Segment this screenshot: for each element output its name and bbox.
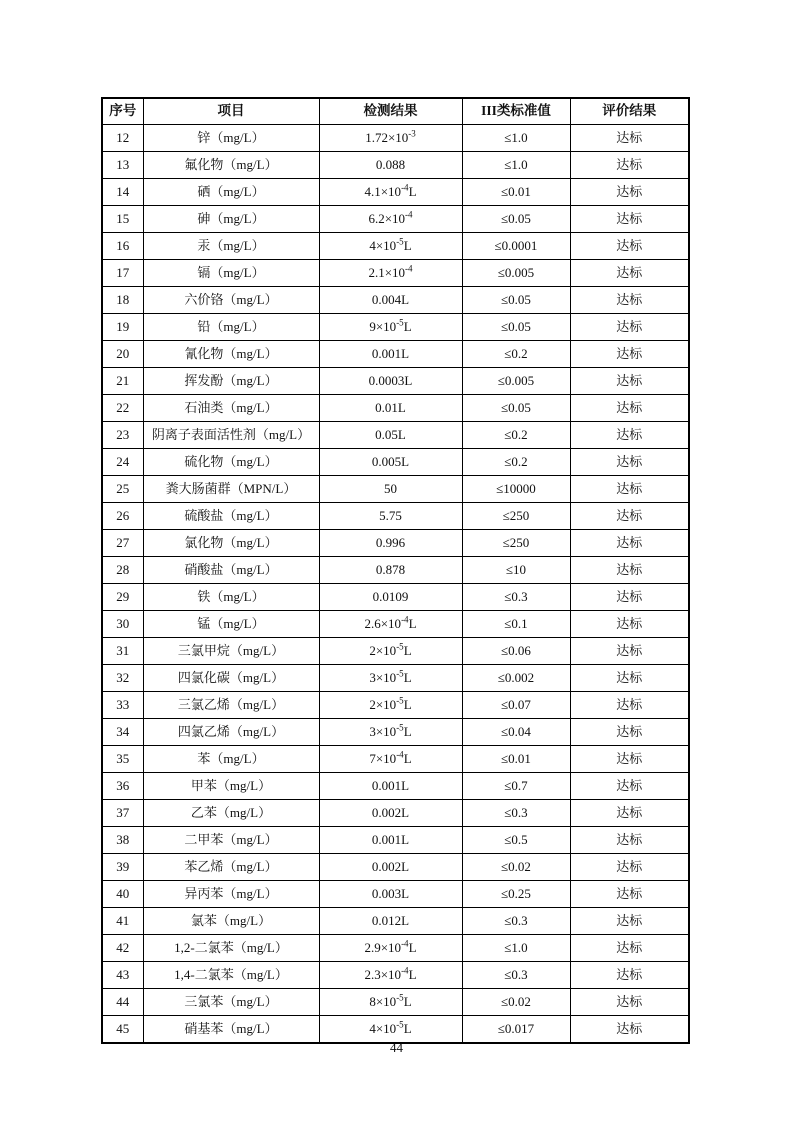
column-header-index: 序号 xyxy=(102,98,143,125)
cell-class3-standard: ≤0.07 xyxy=(462,692,570,719)
cell-evaluation-result: 达标 xyxy=(570,719,689,746)
cell-evaluation-result: 达标 xyxy=(570,422,689,449)
cell-sequence-number: 18 xyxy=(102,287,143,314)
cell-test-result: 0.878 xyxy=(319,557,462,584)
cell-parameter-name: 硫化物（mg/L） xyxy=(143,449,319,476)
cell-evaluation-result: 达标 xyxy=(570,692,689,719)
cell-test-result: $7\times 10^{-4}L$ xyxy=(319,746,462,773)
cell-test-result: $4.1\times 10^{-4}L$ xyxy=(319,179,462,206)
cell-class3-standard: ≤0.05 xyxy=(462,314,570,341)
cell-test-result: $2.9\times 10^{-4}L$ xyxy=(319,935,462,962)
cell-evaluation-result: 达标 xyxy=(570,287,689,314)
cell-sequence-number: 25 xyxy=(102,476,143,503)
cell-test-result: 0.001L xyxy=(319,827,462,854)
cell-test-result: $6.2\times 10^{-4}$ xyxy=(319,206,462,233)
table-row xyxy=(102,665,689,692)
cell-test-result: 0.05L xyxy=(319,422,462,449)
cell-test-result: $4\times 10^{-5}L$ xyxy=(319,233,462,260)
cell-test-result: $4\times 10^{-5}L$ xyxy=(319,1016,462,1044)
cell-class3-standard: ≤10 xyxy=(462,557,570,584)
cell-evaluation-result: 达标 xyxy=(570,125,689,152)
cell-evaluation-result: 达标 xyxy=(570,881,689,908)
cell-evaluation-result: 达标 xyxy=(570,152,689,179)
water-quality-table xyxy=(101,97,690,1044)
table-row xyxy=(102,422,689,449)
cell-parameter-name: 硝酸盐（mg/L） xyxy=(143,557,319,584)
cell-parameter-name: 挥发酚（mg/L） xyxy=(143,368,319,395)
cell-parameter-name: 硝基苯（mg/L） xyxy=(143,1016,319,1044)
table-row xyxy=(102,611,689,638)
cell-sequence-number: 20 xyxy=(102,341,143,368)
cell-evaluation-result: 达标 xyxy=(570,584,689,611)
cell-evaluation-result: 达标 xyxy=(570,557,689,584)
cell-class3-standard: ≤0.3 xyxy=(462,908,570,935)
cell-class3-standard: ≤0.005 xyxy=(462,260,570,287)
cell-sequence-number: 30 xyxy=(102,611,143,638)
cell-evaluation-result: 达标 xyxy=(570,1016,689,1044)
cell-parameter-name: 粪大肠菌群（MPN/L） xyxy=(143,476,319,503)
cell-class3-standard: ≤0.3 xyxy=(462,800,570,827)
cell-class3-standard: ≤0.1 xyxy=(462,611,570,638)
cell-sequence-number: 19 xyxy=(102,314,143,341)
cell-sequence-number: 15 xyxy=(102,206,143,233)
cell-sequence-number: 21 xyxy=(102,368,143,395)
cell-evaluation-result: 达标 xyxy=(570,638,689,665)
cell-class3-standard: ≤0.04 xyxy=(462,719,570,746)
cell-evaluation-result: 达标 xyxy=(570,449,689,476)
table-row xyxy=(102,881,689,908)
cell-class3-standard: ≤0.05 xyxy=(462,287,570,314)
table-row xyxy=(102,233,689,260)
table-row xyxy=(102,908,689,935)
cell-sequence-number: 43 xyxy=(102,962,143,989)
cell-class3-standard: ≤0.02 xyxy=(462,989,570,1016)
cell-sequence-number: 26 xyxy=(102,503,143,530)
cell-evaluation-result: 达标 xyxy=(570,773,689,800)
cell-test-result: $3\times 10^{-5}L$ xyxy=(319,719,462,746)
table-row xyxy=(102,206,689,233)
cell-sequence-number: 40 xyxy=(102,881,143,908)
column-header-evaluation: 评价结果 xyxy=(570,98,689,125)
cell-sequence-number: 41 xyxy=(102,908,143,935)
table-row xyxy=(102,287,689,314)
table-row xyxy=(102,476,689,503)
cell-parameter-name: 硒（mg/L） xyxy=(143,179,319,206)
table-row xyxy=(102,557,689,584)
cell-class3-standard: ≤0.3 xyxy=(462,962,570,989)
cell-evaluation-result: 达标 xyxy=(570,233,689,260)
cell-class3-standard: ≤0.2 xyxy=(462,341,570,368)
page-number: 44 xyxy=(390,1040,403,1055)
cell-parameter-name: 苯（mg/L） xyxy=(143,746,319,773)
table-row xyxy=(102,989,689,1016)
table-row xyxy=(102,341,689,368)
cell-sequence-number: 24 xyxy=(102,449,143,476)
cell-sequence-number: 37 xyxy=(102,800,143,827)
cell-parameter-name: 异丙苯（mg/L） xyxy=(143,881,319,908)
table-row xyxy=(102,449,689,476)
cell-evaluation-result: 达标 xyxy=(570,530,689,557)
cell-class3-standard: ≤0.3 xyxy=(462,584,570,611)
cell-class3-standard: ≤0.05 xyxy=(462,206,570,233)
cell-evaluation-result: 达标 xyxy=(570,800,689,827)
column-header-result: 检测结果 xyxy=(319,98,462,125)
cell-parameter-name: 锌（mg/L） xyxy=(143,125,319,152)
table-row xyxy=(102,800,689,827)
cell-test-result: 0.004L xyxy=(319,287,462,314)
cell-test-result: $2\times 10^{-5}L$ xyxy=(319,692,462,719)
cell-class3-standard: ≤0.25 xyxy=(462,881,570,908)
cell-class3-standard: ≤0.0001 xyxy=(462,233,570,260)
cell-sequence-number: 17 xyxy=(102,260,143,287)
cell-evaluation-result: 达标 xyxy=(570,935,689,962)
cell-test-result: 0.003L xyxy=(319,881,462,908)
cell-sequence-number: 22 xyxy=(102,395,143,422)
cell-parameter-name: 石油类（mg/L） xyxy=(143,395,319,422)
cell-parameter-name: 三氯苯（mg/L） xyxy=(143,989,319,1016)
table-row xyxy=(102,503,689,530)
cell-class3-standard: ≤1.0 xyxy=(462,125,570,152)
cell-test-result: 0.0003L xyxy=(319,368,462,395)
cell-test-result: 0.012L xyxy=(319,908,462,935)
cell-sequence-number: 16 xyxy=(102,233,143,260)
cell-sequence-number: 23 xyxy=(102,422,143,449)
cell-parameter-name: 1,4-二氯苯（mg/L） xyxy=(143,962,319,989)
cell-sequence-number: 35 xyxy=(102,746,143,773)
cell-test-result: 0.001L xyxy=(319,773,462,800)
cell-test-result: $2.6\times 10^{-4}L$ xyxy=(319,611,462,638)
cell-class3-standard: ≤250 xyxy=(462,503,570,530)
cell-parameter-name: 1,2-二氯苯（mg/L） xyxy=(143,935,319,962)
cell-evaluation-result: 达标 xyxy=(570,314,689,341)
cell-evaluation-result: 达标 xyxy=(570,260,689,287)
cell-test-result: $8\times 10^{-5}L$ xyxy=(319,989,462,1016)
cell-evaluation-result: 达标 xyxy=(570,179,689,206)
cell-sequence-number: 36 xyxy=(102,773,143,800)
column-header-standard: III类标准值 xyxy=(462,98,570,125)
cell-parameter-name: 铁（mg/L） xyxy=(143,584,319,611)
table-row xyxy=(102,719,689,746)
cell-parameter-name: 铅（mg/L） xyxy=(143,314,319,341)
cell-class3-standard: ≤0.002 xyxy=(462,665,570,692)
cell-test-result: 0.0109 xyxy=(319,584,462,611)
cell-evaluation-result: 达标 xyxy=(570,611,689,638)
cell-parameter-name: 苯乙烯（mg/L） xyxy=(143,854,319,881)
table-row xyxy=(102,125,689,152)
cell-test-result: $9\times 10^{-5}L$ xyxy=(319,314,462,341)
table-row xyxy=(102,692,689,719)
cell-parameter-name: 甲苯（mg/L） xyxy=(143,773,319,800)
cell-sequence-number: 27 xyxy=(102,530,143,557)
table-row xyxy=(102,368,689,395)
cell-class3-standard: ≤0.02 xyxy=(462,854,570,881)
cell-evaluation-result: 达标 xyxy=(570,746,689,773)
cell-sequence-number: 45 xyxy=(102,1016,143,1044)
cell-parameter-name: 四氯乙烯（mg/L） xyxy=(143,719,319,746)
cell-class3-standard: ≤0.017 xyxy=(462,1016,570,1044)
cell-test-result: 5.75 xyxy=(319,503,462,530)
cell-evaluation-result: 达标 xyxy=(570,854,689,881)
cell-class3-standard: ≤10000 xyxy=(462,476,570,503)
cell-test-result: 0.996 xyxy=(319,530,462,557)
table-row xyxy=(102,1016,689,1044)
cell-test-result: $2\times 10^{-5}L$ xyxy=(319,638,462,665)
table-row xyxy=(102,584,689,611)
cell-test-result: 0.01L xyxy=(319,395,462,422)
cell-sequence-number: 31 xyxy=(102,638,143,665)
cell-sequence-number: 42 xyxy=(102,935,143,962)
table-row xyxy=(102,395,689,422)
cell-parameter-name: 锰（mg/L） xyxy=(143,611,319,638)
cell-class3-standard: ≤250 xyxy=(462,530,570,557)
cell-test-result: $2.1\times 10^{-4}$ xyxy=(319,260,462,287)
cell-parameter-name: 三氯乙烯（mg/L） xyxy=(143,692,319,719)
cell-parameter-name: 乙苯（mg/L） xyxy=(143,800,319,827)
cell-class3-standard: ≤0.7 xyxy=(462,773,570,800)
cell-evaluation-result: 达标 xyxy=(570,665,689,692)
cell-class3-standard: ≤1.0 xyxy=(462,935,570,962)
cell-class3-standard: ≤0.005 xyxy=(462,368,570,395)
table-row xyxy=(102,152,689,179)
cell-sequence-number: 34 xyxy=(102,719,143,746)
cell-test-result: 0.005L xyxy=(319,449,462,476)
cell-test-result: 0.088 xyxy=(319,152,462,179)
cell-parameter-name: 二甲苯（mg/L） xyxy=(143,827,319,854)
cell-evaluation-result: 达标 xyxy=(570,476,689,503)
cell-test-result: 0.002L xyxy=(319,800,462,827)
cell-class3-standard: ≤0.5 xyxy=(462,827,570,854)
table-row xyxy=(102,962,689,989)
cell-class3-standard: ≤0.01 xyxy=(462,179,570,206)
table-row xyxy=(102,314,689,341)
cell-test-result: $3\times 10^{-5}L$ xyxy=(319,665,462,692)
cell-class3-standard: ≤0.2 xyxy=(462,449,570,476)
cell-sequence-number: 13 xyxy=(102,152,143,179)
cell-evaluation-result: 达标 xyxy=(570,395,689,422)
cell-test-result: 50 xyxy=(319,476,462,503)
cell-class3-standard: ≤1.0 xyxy=(462,152,570,179)
cell-parameter-name: 砷（mg/L） xyxy=(143,206,319,233)
cell-class3-standard: ≤0.05 xyxy=(462,395,570,422)
table-row xyxy=(102,260,689,287)
cell-evaluation-result: 达标 xyxy=(570,827,689,854)
cell-sequence-number: 33 xyxy=(102,692,143,719)
cell-parameter-name: 汞（mg/L） xyxy=(143,233,319,260)
table-row xyxy=(102,935,689,962)
cell-sequence-number: 28 xyxy=(102,557,143,584)
cell-sequence-number: 12 xyxy=(102,125,143,152)
cell-parameter-name: 氰化物（mg/L） xyxy=(143,341,319,368)
cell-sequence-number: 44 xyxy=(102,989,143,1016)
cell-sequence-number: 14 xyxy=(102,179,143,206)
table-row xyxy=(102,773,689,800)
cell-parameter-name: 镉（mg/L） xyxy=(143,260,319,287)
cell-parameter-name: 硫酸盐（mg/L） xyxy=(143,503,319,530)
cell-class3-standard: ≤0.06 xyxy=(462,638,570,665)
cell-test-result: $2.3\times 10^{-4}L$ xyxy=(319,962,462,989)
cell-sequence-number: 38 xyxy=(102,827,143,854)
table-row xyxy=(102,530,689,557)
table-row xyxy=(102,638,689,665)
cell-parameter-name: 氯苯（mg/L） xyxy=(143,908,319,935)
cell-evaluation-result: 达标 xyxy=(570,341,689,368)
cell-evaluation-result: 达标 xyxy=(570,206,689,233)
cell-parameter-name: 三氯甲烷（mg/L） xyxy=(143,638,319,665)
cell-test-result: 0.002L xyxy=(319,854,462,881)
cell-parameter-name: 氯化物（mg/L） xyxy=(143,530,319,557)
cell-evaluation-result: 达标 xyxy=(570,962,689,989)
cell-sequence-number: 32 xyxy=(102,665,143,692)
cell-parameter-name: 氟化物（mg/L） xyxy=(143,152,319,179)
cell-evaluation-result: 达标 xyxy=(570,908,689,935)
cell-parameter-name: 四氯化碳（mg/L） xyxy=(143,665,319,692)
cell-class3-standard: ≤0.2 xyxy=(462,422,570,449)
table-row xyxy=(102,179,689,206)
cell-evaluation-result: 达标 xyxy=(570,989,689,1016)
cell-evaluation-result: 达标 xyxy=(570,368,689,395)
cell-class3-standard: ≤0.01 xyxy=(462,746,570,773)
table-row xyxy=(102,854,689,881)
cell-parameter-name: 阴离子表面活性剂（mg/L） xyxy=(143,422,319,449)
table-row xyxy=(102,746,689,773)
cell-test-result: $1.72\times 10^{-3}$ xyxy=(319,125,462,152)
column-header-item: 项目 xyxy=(143,98,319,125)
table-row xyxy=(102,827,689,854)
header-row xyxy=(102,98,689,125)
cell-sequence-number: 29 xyxy=(102,584,143,611)
cell-parameter-name: 六价铬（mg/L） xyxy=(143,287,319,314)
cell-test-result: 0.001L xyxy=(319,341,462,368)
cell-sequence-number: 39 xyxy=(102,854,143,881)
cell-evaluation-result: 达标 xyxy=(570,503,689,530)
